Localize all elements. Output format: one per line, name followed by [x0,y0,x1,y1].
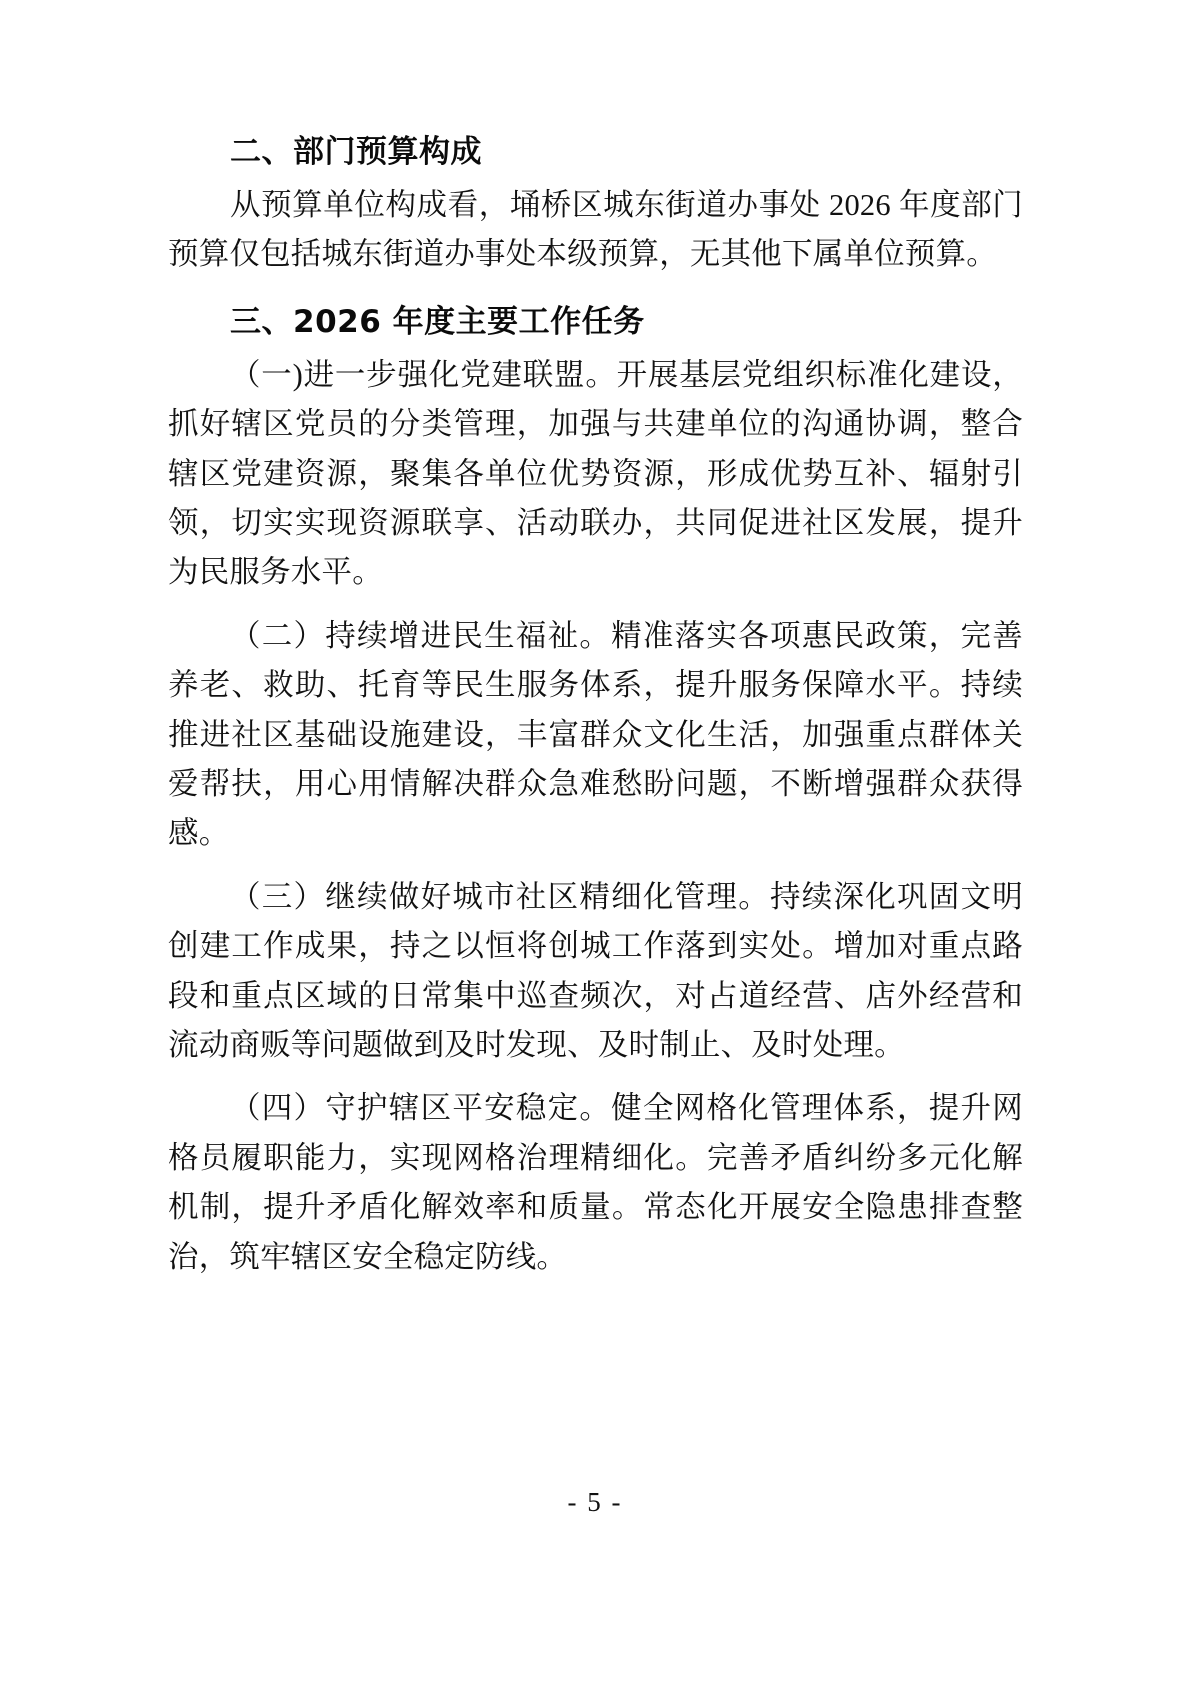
paragraph-task-two: （二）持续增进民生福祉。精准落实各项惠民政策，完善养老、救助、托育等民生服务体系，提升服务保障水平。持续推进社区基础设施建设，丰富群众文化生活，加强重点群体关爱帮扶，用心用情解决群众急难愁盼问题，不断增强群众获得感。 [168,618,1023,851]
page-number: - 5 - [567,1487,623,1517]
paragraph-task-four: （四）守护辖区平安稳定。健全网格化管理体系，提升网格员履职能力，实现网格治理精细化。完善矛盾纠纷多元化解机制，提升矛盾化解效率和质量。常态化开展安全隐患排查整治，筑牢辖区安全稳定防线。 [168,1091,1023,1274]
document-body [168,130,1023,1286]
paragraph-task-one: （一)进一步强化党建联盟。开展基层党组织标准化建设，抓好辖区党员的分类管理，加强与共建单位的沟通协调，整合辖区党建资源，聚集各单位优势资源，形成优势互补、辐射引领，切实实现资源联享、活动联办，共同促进社区发展，提升为民服务水平。 [168,357,1023,590]
paragraph-task-three: （三）继续做好城市社区精细化管理。持续深化巩固文明创建工作成果，持之以恒将创城工作落到实处。增加对重点路段和重点区域的日常集中巡查频次，对占道经营、店外经营和流动商贩等问题做到及时发现、及时制止、及时处理。 [168,879,1023,1062]
section-heading-three: 三、2026 年度主要工作任务 [230,303,645,340]
section-heading-two: 二、部门预算构成 [230,134,482,170]
paragraph-budget-composition: 从预算单位构成看，埇桥区城东街道办事处 2026 年度部门预算仅包括城东街道办事处本级预算，无其他下属单位预算。 [168,187,1023,272]
